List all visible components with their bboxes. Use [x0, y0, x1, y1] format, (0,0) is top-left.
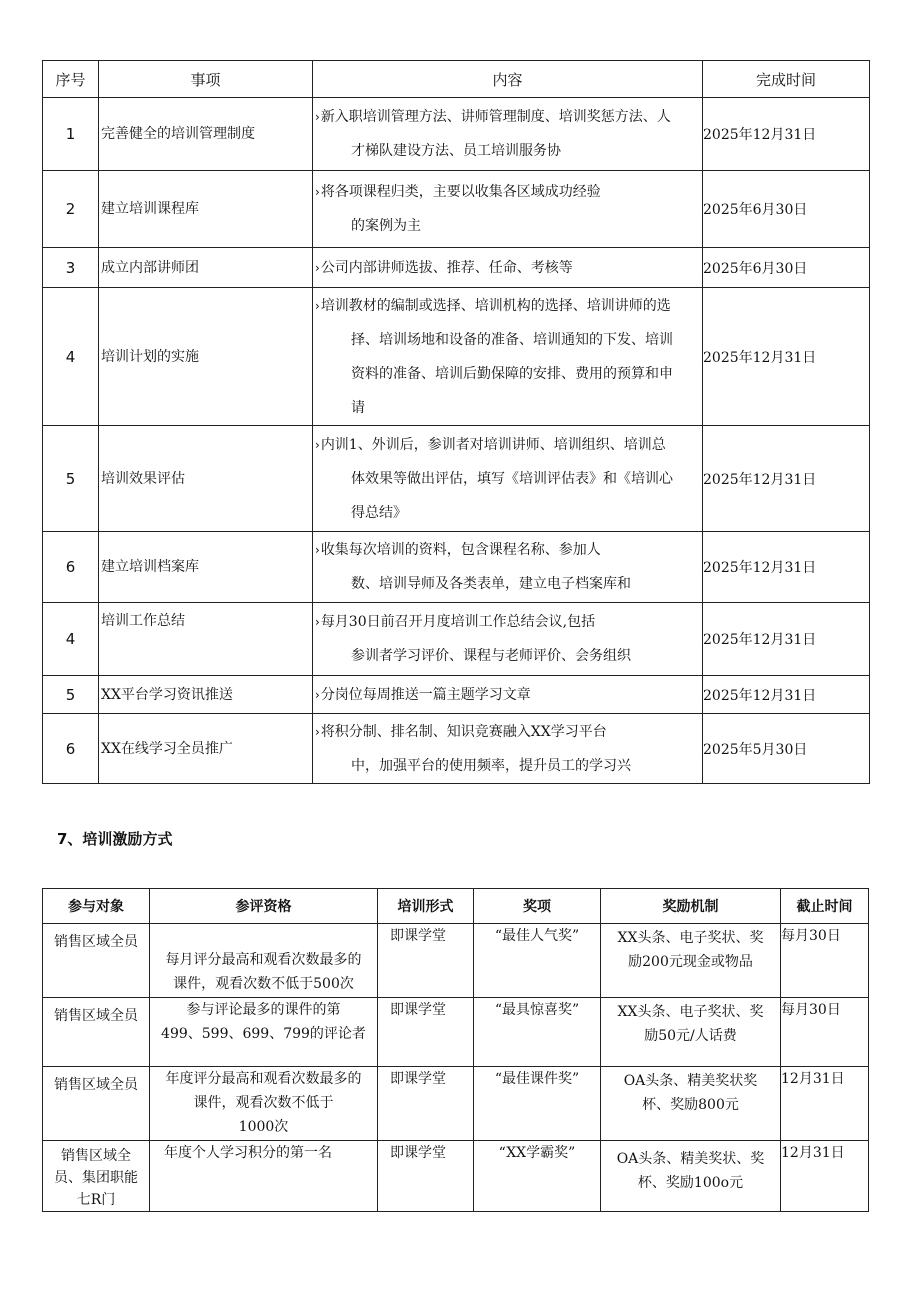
mechanism-line: OA头条、精美奖状、奖: [616, 1151, 765, 1167]
arrow-bullet-icon: ›: [315, 437, 320, 452]
content-line: 培训教材的编制或选择、培训机构的选择、培训讲师的选: [320, 297, 671, 314]
row-deadline: 2025年12月31日: [703, 288, 870, 426]
qualification-line: [150, 924, 377, 948]
row-item: 培训计划的实施: [99, 288, 313, 426]
qualification: [150, 1141, 378, 1212]
arrow-bullet-icon: ›: [315, 615, 320, 629]
qualification-line: 每月评分最高和观看次数最多的: [165, 952, 362, 968]
row-item: XX平台学习资讯推送: [99, 676, 313, 714]
qualification: [150, 1067, 378, 1141]
header-deadline: 完成时间: [703, 61, 870, 98]
row-number: 6: [43, 532, 99, 603]
arrow-bullet-icon: ›: [315, 260, 320, 275]
training-form: 即课学堂: [378, 924, 474, 998]
row-content: [313, 532, 703, 603]
training-form: 即课学堂: [378, 1141, 474, 1212]
content-line: 新入职培训管理方法、讲师管理制度、培训奖惩方法、人: [320, 109, 671, 125]
header-item: 事项: [99, 61, 313, 98]
header-mechanism: 奖励机制: [601, 889, 781, 924]
row-deadline: 2025年12月31日: [703, 603, 870, 676]
header-participants: 参与对象: [43, 889, 150, 924]
content-line: 择、培训场地和设备的准备、培训通知的下发、培训: [351, 331, 673, 348]
content-line: 分岗位每周推送一篇主题学习文章: [320, 686, 531, 703]
row-content: [313, 603, 703, 676]
content-line: 将各项课程归类，主要以收集各区域成功经验: [320, 184, 601, 200]
qualification-line: 参与评论最多的课件的第: [186, 1002, 341, 1018]
plan-row: [43, 714, 870, 784]
reward-mechanism: [601, 998, 781, 1067]
row-number: 6: [43, 714, 99, 784]
mechanism-line: XX头条、电子奖状、奖: [617, 930, 764, 946]
incentive-row: [43, 1067, 869, 1141]
mechanism-line: 杯、奖励100o元: [637, 1175, 744, 1191]
incentive-row: [43, 924, 869, 998]
content-line: 得总结》: [351, 504, 407, 521]
incentive-header-row: [43, 889, 869, 924]
row-item: 完善健全的培训管理制度: [99, 98, 313, 171]
award-name: “最具惊喜奖”: [474, 998, 601, 1067]
plan-row: [43, 248, 870, 288]
plan-row: [43, 603, 870, 676]
reward-mechanism: [601, 1067, 781, 1141]
header-award: 奖项: [474, 889, 601, 924]
arrow-bullet-icon: ›: [315, 543, 320, 557]
row-item: XX在线学习全员推广: [99, 714, 313, 784]
row-deadline: 2025年6月30日: [703, 248, 870, 288]
row-content: [313, 248, 703, 288]
row-content: [313, 288, 703, 426]
content-line: 内训1、外训后，参训者对培训讲师、培训组织、培训总: [320, 436, 666, 453]
participants: 销售区域全员: [43, 1067, 150, 1141]
row-deadline: 2025年12月31日: [703, 98, 870, 171]
training-form: 即课学堂: [378, 998, 474, 1067]
incentive-row: [43, 998, 869, 1067]
arrow-bullet-icon: ›: [315, 185, 320, 199]
content-line: 的案例为主: [351, 218, 421, 234]
content-line: 公司内部讲师选拔、推荐、任命、考核等: [320, 259, 573, 276]
mechanism-line: XX头条、电子奖状、奖: [617, 1004, 764, 1020]
qualification: [150, 924, 378, 998]
training-plan-table: [42, 60, 870, 784]
content-line: 体效果等做出评估，填写《培训评估表》和《培训心: [351, 470, 673, 487]
row-number: 5: [43, 426, 99, 532]
arrow-bullet-icon: ›: [315, 298, 320, 313]
content-line: 每月30日前召开月度培训工作总结会议,包括: [320, 614, 596, 630]
qualification-line: 499、599、699、799的评论者: [161, 1026, 366, 1042]
plan-row: [43, 171, 870, 248]
content-line: 参训者学习评价、课程与老师评价、会务组织: [351, 648, 631, 664]
content-line: 中，加强平台的使用频率，提升员工的学习兴: [351, 757, 631, 774]
deadline: 每月30日: [781, 924, 869, 998]
header-no: 序号: [43, 61, 99, 98]
qualification-line: 年度评分最高和观看次数最多的: [165, 1071, 362, 1087]
plan-row: [43, 288, 870, 426]
row-item: 培训效果评估: [99, 426, 313, 532]
arrow-bullet-icon: ›: [315, 687, 320, 702]
row-content: [313, 714, 703, 784]
row-item: 培训工作总结: [99, 603, 313, 676]
award-name: “XX学霸奖”: [474, 1141, 601, 1212]
header-form: 培训形式: [378, 889, 474, 924]
row-content: [313, 98, 703, 171]
row-content: [313, 171, 703, 248]
arrow-bullet-icon: ›: [315, 110, 320, 124]
deadline: 12月31日: [781, 1067, 869, 1141]
incentive-row: [43, 1141, 869, 1212]
content-line: 收集每次培训的资料，包含课程名称、参加人: [320, 542, 601, 558]
award-name: “最佳人气奖”: [474, 924, 601, 998]
row-item: 成立内部讲师团: [99, 248, 313, 288]
participants: 销售区域全员: [43, 924, 150, 998]
qualification: [150, 998, 378, 1067]
content-line: 资料的准备、培训后勤保障的安排、费用的预算和申: [351, 365, 673, 382]
row-content: [313, 676, 703, 714]
plan-row: [43, 532, 870, 603]
content-line: 才梯队建设方法、员工培训服务协: [351, 143, 561, 159]
qualification-line: 年度个人学习积分的第一名: [164, 1145, 332, 1161]
arrow-bullet-icon: ›: [315, 724, 320, 739]
row-number: 5: [43, 676, 99, 714]
row-item: 建立培训档案库: [99, 532, 313, 603]
row-number: 4: [43, 288, 99, 426]
row-deadline: 2025年12月31日: [703, 532, 870, 603]
plan-row: [43, 98, 870, 171]
incentive-table: [42, 888, 869, 1212]
reward-mechanism: [601, 1141, 781, 1212]
row-number: 3: [43, 248, 99, 288]
row-number: 1: [43, 98, 99, 171]
header-qualification: 参评资格: [150, 889, 378, 924]
mechanism-line: 杯、奖励800元: [642, 1097, 739, 1113]
deadline: 每月30日: [781, 998, 869, 1067]
award-name: “最佳课件奖”: [474, 1067, 601, 1141]
row-item: 建立培训课程库: [99, 171, 313, 248]
content-line: 数、培训导师及各类表单，建立电子档案库和: [351, 576, 631, 592]
participants: 销售区域全员: [43, 998, 150, 1067]
header-deadline: 截止时间: [781, 889, 869, 924]
mechanism-line: 励50元/人话费: [644, 1028, 737, 1044]
row-deadline: 2025年6月30日: [703, 171, 870, 248]
row-number: 4: [43, 603, 99, 676]
mechanism-line: OA头条、精美奖状奖: [623, 1073, 758, 1089]
section-heading: 7、培训激励方式: [57, 830, 173, 848]
content-line: 请: [351, 399, 365, 416]
participants: [43, 1141, 150, 1212]
plan-row: [43, 676, 870, 714]
row-deadline: 2025年5月30日: [703, 714, 870, 784]
participants-line: 七R门: [76, 1192, 116, 1208]
qualification-line: 课件，观看次数不低于: [193, 1095, 334, 1111]
reward-mechanism: [601, 924, 781, 998]
training-form: 即课学堂: [378, 1067, 474, 1141]
qualification-line: 1000次: [238, 1119, 289, 1135]
participants-line: 员、集团职能: [54, 1170, 138, 1186]
deadline: 12月31日: [781, 1141, 869, 1212]
mechanism-line: 励200元现金或物品: [628, 954, 753, 970]
plan-header-row: [43, 61, 870, 98]
plan-row: [43, 426, 870, 532]
participants-line: 销售区域全: [61, 1148, 131, 1164]
qualification-line: 课件，观看次数不低于500次: [173, 976, 354, 992]
row-deadline: 2025年12月31日: [703, 676, 870, 714]
row-deadline: 2025年12月31日: [703, 426, 870, 532]
header-content: 内容: [313, 61, 703, 98]
content-line: 将积分制、排名制、知识竞赛融入XX学习平台: [320, 723, 607, 740]
row-number: 2: [43, 171, 99, 248]
row-content: [313, 426, 703, 532]
